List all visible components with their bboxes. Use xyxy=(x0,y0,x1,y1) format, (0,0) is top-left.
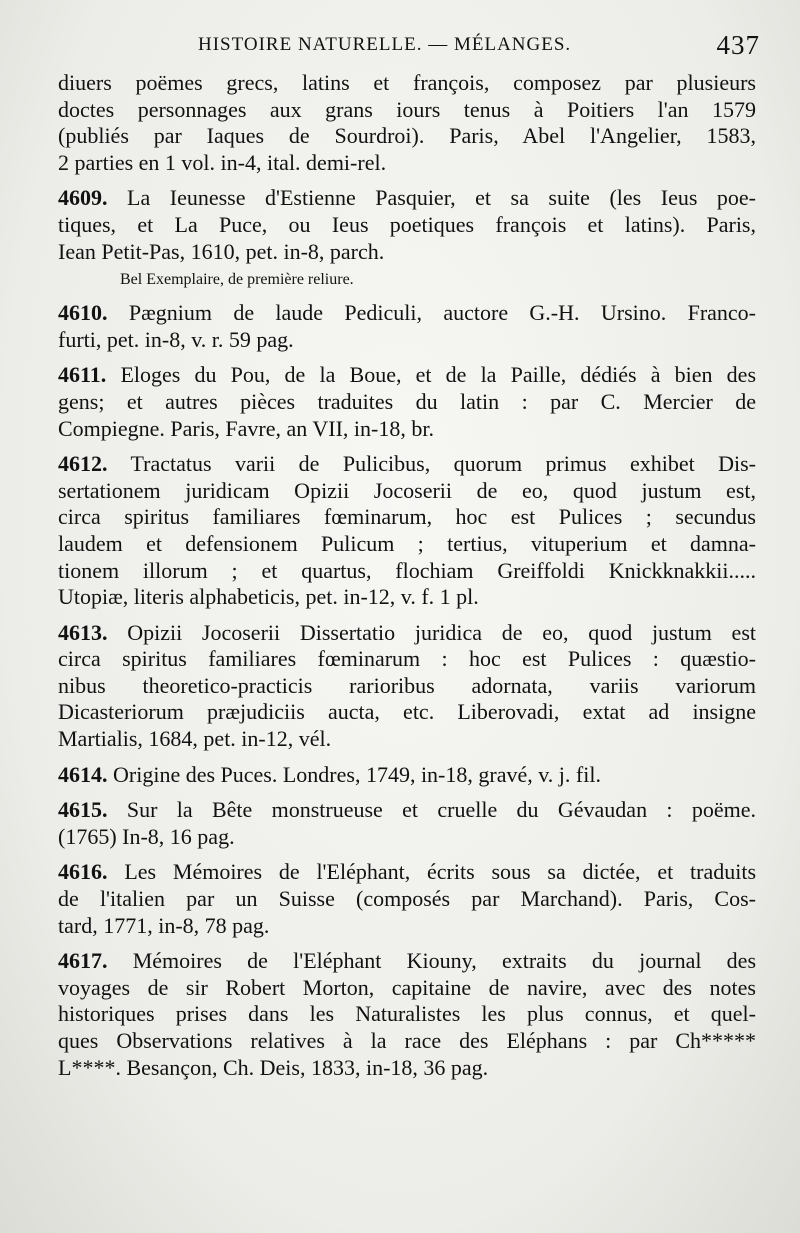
entry-line xyxy=(58,300,756,327)
entry-line: sertationem juridicam Opizii Jocoserii de eo, quod justum est, xyxy=(58,477,756,503)
entry-number: 4609. xyxy=(58,185,108,211)
catalog-entry xyxy=(58,797,756,850)
catalog-entry xyxy=(58,620,756,753)
catalog-body xyxy=(58,70,756,1090)
entry-line xyxy=(58,859,756,886)
entry-line: historiques prises dans les Naturalistes les plus connus, et quel- xyxy=(58,1001,756,1027)
entry-line: de l'italien par un Suisse (composés par Marchand). Paris, Cos- xyxy=(58,886,756,912)
entry-text: Sur la Bête monstrueuse et cruelle du Gévaudan : poëme. xyxy=(126,797,756,823)
entry-line: laudem et defensionem Pulicum ; tertius, vituperium et damna- xyxy=(58,530,756,556)
entry-line xyxy=(58,451,756,478)
entry-text: Mémoires de l'Eléphant Kiouny, extraits du journal des xyxy=(132,948,757,974)
entry-text: Les Mémoires de l'Eléphant, écrits sous sa dictée, et traduits xyxy=(124,859,757,885)
entry-line xyxy=(58,362,756,389)
catalog-entry xyxy=(58,859,756,939)
entry-line: diuers poëmes grecs, latins et françois, composez par plusieurs xyxy=(58,70,756,95)
entry-line: Iean Petit-Pas, 1610, pet. in-8, parch. xyxy=(58,238,385,264)
entry-line: L****. Besançon, Ch. Deis, 1833, in-18, 36 pag. xyxy=(58,1054,489,1080)
entry-number: 4611. xyxy=(58,362,107,388)
entry-text: La Ieunesse d'Estienne Pasquier, et sa suite (les Ieus poe- xyxy=(127,185,757,211)
entry-text: Pægnium de laude Pediculi, auctore G.-H. Ursino. Franco- xyxy=(128,300,757,326)
entry-line: Compiegne. Paris, Favre, an VII, in-18, br. xyxy=(58,415,434,441)
entry-line: Utopiæ, literis alphabeticis, pet. in-12, v. f. 1 pl. xyxy=(58,584,479,610)
entry-line xyxy=(58,620,756,647)
entry-line: Dicasteriorum præjudiciis aucta, etc. Liberovadi, extat ad insigne xyxy=(58,699,756,725)
running-head: HISTOIRE NATURELLE. — MÉLANGES. xyxy=(198,34,572,55)
entry-line: 2 parties en 1 vol. in-4, ital. demi-rel. xyxy=(58,149,387,175)
entry-line: tard, 1771, in-8, 78 pag. xyxy=(58,912,270,938)
entry-text: Origine des Puces. Londres, 1749, in-18, gravé, v. j. fil. xyxy=(113,761,601,787)
entry-line: Martialis, 1684, pet. in-12, vél. xyxy=(58,726,332,752)
entry-line: tionem illorum ; et quartus, flochiam Greiffoldi Knickknakkii..... xyxy=(58,557,756,583)
entry-line: doctes personnages aux grans iours tenus à Poitiers l'an 1579 xyxy=(58,96,756,122)
entry-note: Bel Exemplaire, de première reliure. xyxy=(120,271,354,289)
catalog-entry xyxy=(58,300,756,353)
entry-text: Opizii Jocoserii Dissertatio juridica de eo, quod justum est xyxy=(127,619,756,645)
entry-number: 4615. xyxy=(58,797,108,823)
entry-line: circa spiritus familiares fœminarum : hoc est Pulices : quæstio- xyxy=(58,646,756,672)
entry-number: 4617. xyxy=(58,948,108,974)
entry-text: Eloges du Pou, de la Boue, et de la Paille, dédiés à bien des xyxy=(120,362,757,388)
entry-line: nibus theoretico-practicis rarioribus adornata, variis variorum xyxy=(58,672,756,698)
catalog-entry xyxy=(58,362,756,442)
entry-line: circa spiritus familiares fœminarum, hoc est Pulices ; secundus xyxy=(58,504,756,530)
catalog-entry xyxy=(58,762,756,789)
page-header xyxy=(60,30,760,64)
entry-line xyxy=(58,185,756,212)
entry-line: voyages de sir Robert Morton, capitaine de navire, avec des notes xyxy=(58,974,756,1000)
entry-number: 4612. xyxy=(58,451,108,477)
entry-number: 4614. xyxy=(58,761,108,787)
entry-line: furti, pet. in-8, v. r. 59 pag. xyxy=(58,326,294,352)
entry-text: Tractatus varii de Pulicibus, quorum primus exhibet Dis- xyxy=(130,451,756,477)
entry-line: gens; et autres pièces traduites du latin : par C. Mercier de xyxy=(58,388,756,414)
catalog-entry xyxy=(58,451,756,611)
entry-list xyxy=(58,185,756,1081)
entry-number: 4616. xyxy=(58,859,108,885)
entry-number: 4613. xyxy=(58,619,108,645)
entry-number: 4610. xyxy=(58,300,108,326)
entry-line: ques Observations relatives à la race des Eléphans : par Ch***** xyxy=(58,1028,756,1053)
catalog-entry xyxy=(58,185,756,265)
entry-line: tiques, et La Puce, ou Ieus poetiques françois et latins). Paris, xyxy=(58,211,756,237)
entry-line: (1765) In-8, 16 pag. xyxy=(58,823,235,849)
continued-entry xyxy=(58,70,756,176)
catalog-entry xyxy=(58,948,756,1081)
entry-line: (publiés par Iaques de Sourdroi). Paris, Abel l'Angelier, 1583, xyxy=(58,123,756,149)
page-number: 437 xyxy=(716,30,760,60)
entry-line xyxy=(58,948,756,975)
entry-line xyxy=(58,762,756,789)
entry-line xyxy=(58,797,756,824)
